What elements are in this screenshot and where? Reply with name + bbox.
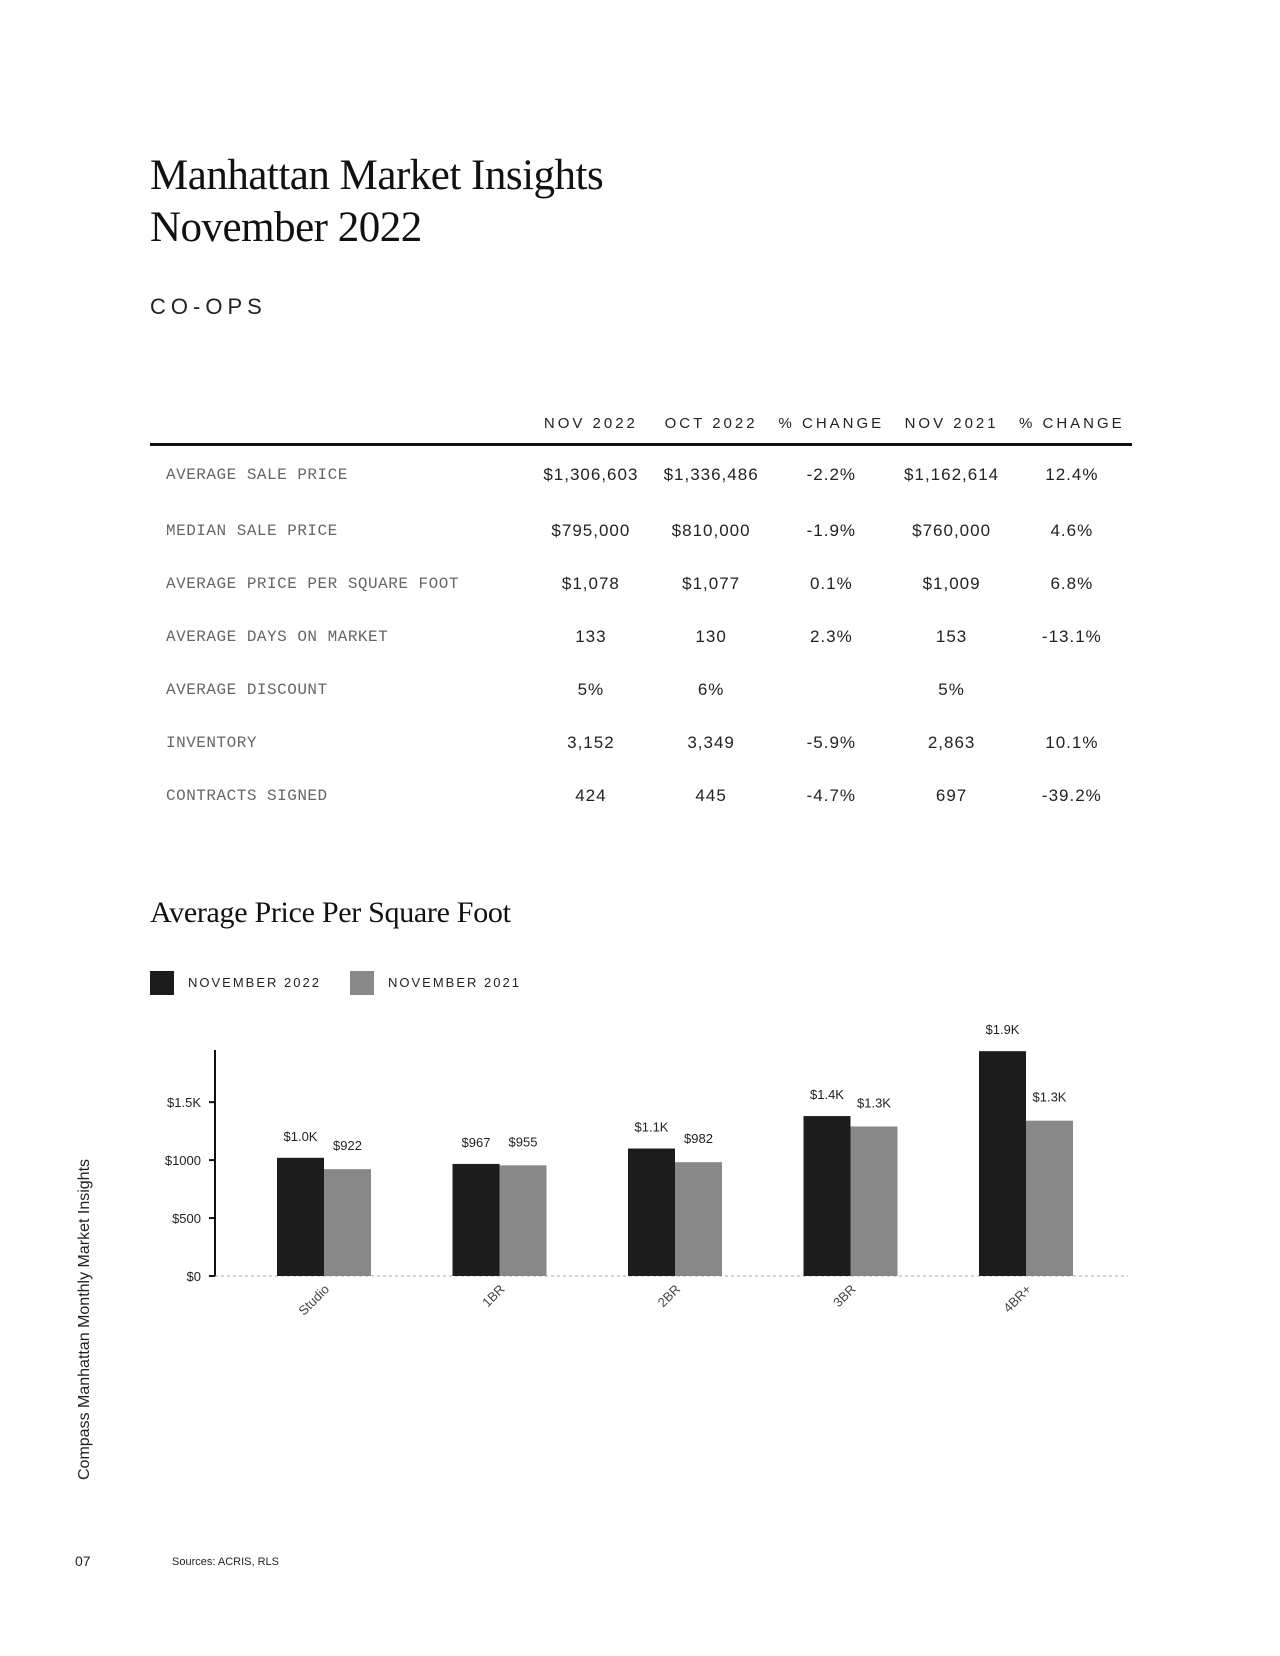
cell-oct-2022: 130 <box>695 626 727 646</box>
data-label: $1.0K <box>283 1128 318 1144</box>
bar-nov-2022 <box>979 1051 1026 1276</box>
x-tick-label: Studio <box>295 1281 333 1319</box>
cell-nov-2022: $795,000 <box>551 520 631 540</box>
cell-nov-2021: 5% <box>938 679 965 699</box>
y-tick-label: $1.5K <box>167 1095 201 1111</box>
cell-change-month: -1.9% <box>806 520 857 540</box>
cell-oct-2022: $810,000 <box>671 520 751 540</box>
row-label: AVERAGE SALE PRICE <box>166 466 348 484</box>
bar-nov-2021 <box>324 1169 371 1276</box>
cell-nov-2021: $1,162,614 <box>904 465 1000 484</box>
bar-nov-2022 <box>453 1164 500 1276</box>
cell-change-month: -5.9% <box>806 732 857 752</box>
bar-nov-2021 <box>675 1162 722 1276</box>
section-heading: CO-OPS <box>150 294 267 319</box>
column-header-change-month: % CHANGE <box>771 403 891 445</box>
cell-nov-2022: 5% <box>577 679 605 699</box>
page-number: 07 <box>75 1553 91 1569</box>
data-label: $1.4K <box>810 1087 844 1103</box>
x-tick-label: 2BR <box>654 1281 684 1311</box>
cell-change-year: -39.2% <box>1041 785 1102 805</box>
cell-nov-2021: 2,863 <box>927 732 976 752</box>
cell-oct-2022: 445 <box>695 785 727 805</box>
page-title-line-1: Manhattan Market Insights <box>150 152 604 199</box>
y-tick-label: $500 <box>172 1211 201 1227</box>
legend-label-nov-2021: NOVEMBER 2021 <box>388 975 521 990</box>
data-label: $955 <box>508 1134 538 1150</box>
cell-nov-2021: $1,009 <box>922 573 981 593</box>
row-label: AVERAGE DAYS ON MARKET <box>166 627 389 646</box>
cell-change-year: 10.1% <box>1045 732 1099 752</box>
bar-nov-2021 <box>851 1126 898 1276</box>
bar-nov-2022 <box>277 1158 324 1276</box>
cell-change-month: -4.7% <box>806 785 857 805</box>
row-label: MEDIAN SALE PRICE <box>166 521 338 540</box>
x-tick-label: 1BR <box>479 1281 508 1311</box>
vertical-footer-text: Compass Manhattan Monthly Market Insights <box>76 1158 93 1480</box>
row-label: AVERAGE PRICE PER SQUARE FOOT <box>166 574 459 593</box>
data-label: $922 <box>333 1138 362 1154</box>
x-tick-label: 3BR <box>830 1281 859 1311</box>
chart-title: Average Price Per Square Foot <box>150 896 511 929</box>
x-tick-label: 4BR+ <box>1000 1281 1035 1316</box>
cell-nov-2022: $1,078 <box>561 573 620 593</box>
cell-oct-2022: $1,336,486 <box>663 465 759 484</box>
y-tick-label: $1000 <box>164 1153 201 1169</box>
bar-nov-2022 <box>804 1116 851 1276</box>
cell-oct-2022: 6% <box>697 679 725 699</box>
bar-nov-2022 <box>628 1149 675 1276</box>
cell-nov-2022: 3,152 <box>567 732 615 752</box>
data-label: $1.9K <box>985 1022 1020 1038</box>
cell-oct-2022: 3,349 <box>687 732 735 752</box>
cell-nov-2021: 153 <box>935 626 968 646</box>
cell-oct-2022: $1,077 <box>682 573 741 593</box>
legend-label-nov-2022: NOVEMBER 2022 <box>188 975 321 990</box>
cell-nov-2022: 424 <box>575 785 607 805</box>
column-header-nov-2022: NOV 2022 <box>531 403 651 445</box>
data-label: $967 <box>461 1134 491 1150</box>
page-title-line-2: November 2022 <box>150 204 422 251</box>
y-tick-label: $0 <box>186 1269 201 1284</box>
cell-change-year: 4.6% <box>1050 520 1094 540</box>
data-label: $982 <box>684 1131 713 1147</box>
cell-nov-2021: 697 <box>935 785 968 805</box>
column-header-oct-2022: OCT 2022 <box>651 403 771 445</box>
bar-nov-2021 <box>1026 1121 1073 1276</box>
column-header-change-year: % CHANGE <box>1012 403 1132 445</box>
cell-change-year: 6.8% <box>1050 573 1094 593</box>
cell-change-year: 12.4% <box>1045 465 1099 484</box>
cell-change-month: 2.3% <box>809 626 853 646</box>
row-label: CONTRACTS SIGNED <box>166 786 328 805</box>
cell-nov-2022: $1,306,603 <box>543 465 639 484</box>
cell-nov-2021: $760,000 <box>912 520 992 540</box>
row-label: INVENTORY <box>166 733 257 752</box>
data-label: $1.3K <box>857 1095 891 1111</box>
bar-nov-2021 <box>500 1165 547 1276</box>
cell-nov-2022: 133 <box>575 626 607 646</box>
cell-change-month: 0.1% <box>809 573 853 593</box>
cell-change-year: -13.1% <box>1041 626 1102 646</box>
data-label: $1.3K <box>1032 1089 1067 1105</box>
row-label: AVERAGE DISCOUNT <box>166 680 328 699</box>
cell-change-month: -2.2% <box>806 465 857 484</box>
column-header-nov-2021: NOV 2021 <box>891 403 1011 445</box>
data-label: $1.1K <box>634 1119 669 1135</box>
sources-note: Sources: ACRIS, RLS <box>172 1556 279 1568</box>
